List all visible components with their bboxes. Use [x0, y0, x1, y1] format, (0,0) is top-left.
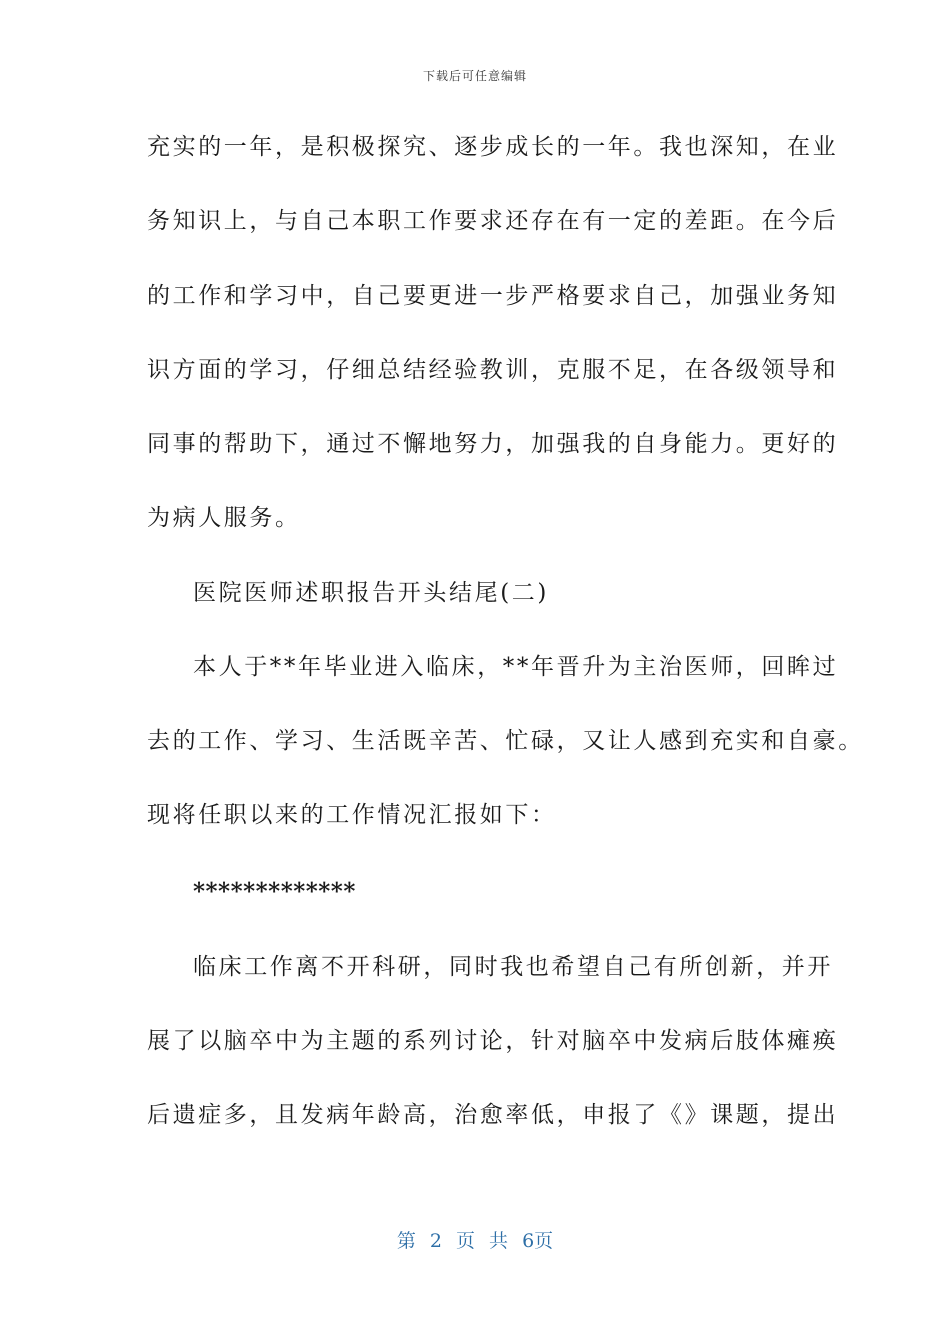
- text-line: 充实的一年，是积极探究、逐步成长的一年。我也深知，在业: [147, 134, 839, 160]
- page-footer: 第 2 页 共 6页: [396, 1230, 554, 1252]
- text-line: 展了以脑卒中为主题的系列讨论，针对脑卒中发病后肢体瘫痪: [147, 1028, 839, 1054]
- text-line: 务知识上，与自己本职工作要求还存在有一定的差距。在今后: [147, 208, 839, 234]
- section-heading: 医院医师述职报告开头结尾(二): [193, 580, 549, 606]
- text-line: 后遗症多，且发病年龄高，治愈率低，申报了《》课题，提出: [147, 1102, 839, 1128]
- text-line: 的工作和学习中，自己要更进一步严格要求自己，加强业务知: [147, 283, 839, 309]
- text-line: 本人于**年毕业进入临床，**年晋升为主治医师，回眸过: [193, 654, 839, 680]
- header-note: 下载后可任意编辑: [422, 69, 527, 83]
- text-line: 为病人服务。: [147, 505, 301, 531]
- text-line: 去的工作、学习、生活既辛苦、忙碌，又让人感到充实和自豪。: [147, 728, 864, 754]
- text-line: 现将任职以来的工作情况汇报如下：: [147, 802, 557, 828]
- text-line: 同事的帮助下，通过不懈地努力，加强我的自身能力。更好的: [147, 431, 839, 457]
- text-line: 识方面的学习，仔细总结经验教训，克服不足，在各级领导和: [147, 357, 839, 383]
- redacted-subheading: *************: [193, 878, 356, 905]
- text-line: 临床工作离不开科研，同时我也希望自己有所创新，并开: [193, 954, 833, 980]
